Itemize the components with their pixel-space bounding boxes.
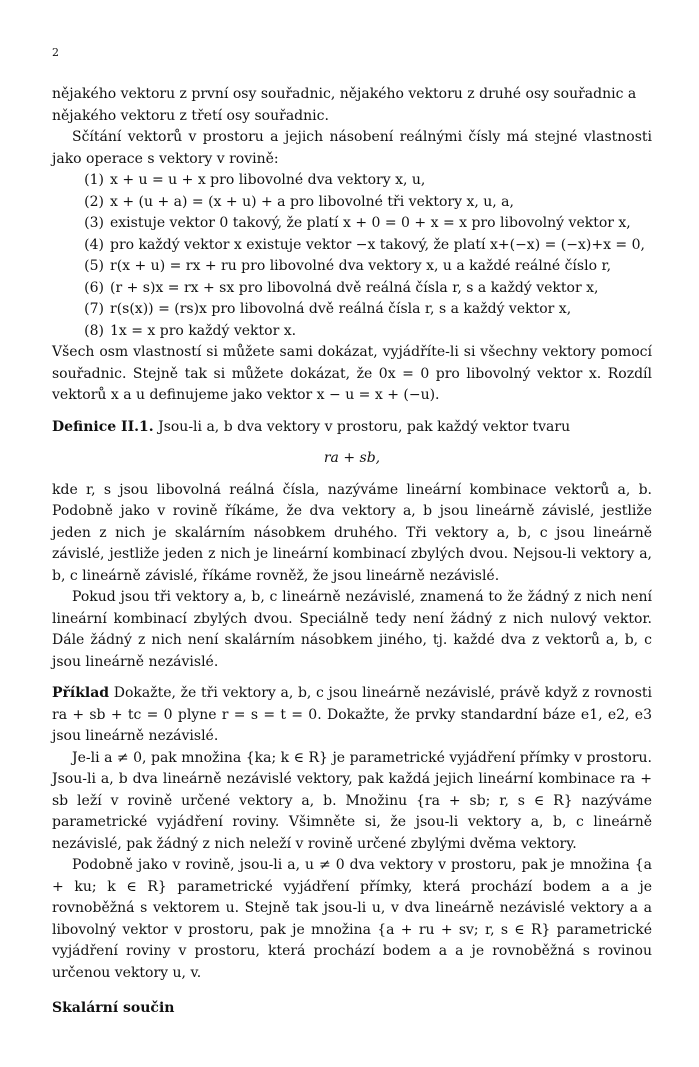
property-item: (3) existuje vektor 0 takový, že platí x + 0 = 0 + x = x pro libovolný vektor x, [84, 215, 631, 231]
example-label: Příklad [52, 685, 110, 701]
page-body [52, 84, 652, 984]
paragraph-operations: Sčítání vektorů v prostoru a jejich násobení reálnými čísly má stejné vlastnosti jako operace s vektory v rovině: [52, 129, 652, 167]
properties-list [52, 170, 652, 342]
property-item: (6) (r + s)x = rx + sx pro libovolná dvě reálná čísla r, s a každý vektor x, [84, 279, 599, 296]
paragraph-properties-proof: Všech osm vlastností si můžete sami dokázat, vyjádříte-li si všechny vektory pomocí souřadnic. Stejně tak si můžete dokázat, že 0x = 0 pro libovolný vektor x. Rozdíl vektorů x a u definujeme jako vektor x − u = x + (−u). [52, 344, 652, 403]
property-item: (4) pro každý vektor x existuje vektor −x takový, že platí x+(−x) = (−x)+x = 0, [84, 236, 645, 253]
definition-body: kde r, s jsou libovolná reálná čísla, nazýváme lineární kombinace vektorů a, b. Podobně jako v rovině říkáme, že dva vektory a, b jsou lineárně závislé, jestliže jeden z nich je skalárním násobkem druhého. Tři vektory a, b, c jsou lineárně závislé, jestliže jeden z nich je lineární kombinací zbylých dvou. Nejsou-li vektory a, b, c lineárně závislé, říkáme rovněž, že jsou lineárně nezávislé. [52, 481, 652, 584]
property-item: (5) r(x + u) = rx + ru pro libovolné dva vektory x, u a každé reálné číslo r, [84, 258, 612, 274]
definition [52, 417, 652, 439]
definition-text: Jsou-li a, b dva vektory v prostoru, pak každý vektor tvaru [158, 418, 571, 435]
property-item: (7) r(s(x)) = (rs)x pro libovolná dvě reálná čísla r, s a každý vektor x, [84, 301, 572, 317]
property-item: (2) x + (u + a) = (x + u) + a pro libovolné tři vektory x, u, a, [84, 193, 514, 210]
definition-formula: ra + sb, [323, 450, 381, 466]
paragraph-parametric: Je-li a ≠ 0, pak množina {ka; k ∈ R} je parametrické vyjádření přímky v prostoru. Jsou-li a, b dva lineárně nezávislé vektory, pak každá jejich lineární kombinace ra + sb leží v rovině určené vektory a, b. Množinu {ra + sb; r, s ∈ R} nazýváme parametrické vyjádření roviny. Všimněte si, že jsou-li vektory a, b, c lineárně nezávislé, pak žádný z nich neleží v rovině určené zbylými dvěma vektory. [52, 749, 652, 852]
paragraph-lines-planes: Podobně jako v rovině, jsou-li a, u ≠ 0 dva vektory v prostoru, pak je množina {a + ku; k ∈ R} parametrické vyjádření přímky, která prochází bodem a a je rovnoběžná s vektorem u. Stejně tak jsou-li u, v dva lineárně nezávislé vektory a a libovolný vektor v prostoru, pak je množina {a + ru + sv; r, s ∈ R} parametrické vyjádření roviny v prostoru, která prochází bodem a a je rovnoběžná s rovinou určenou vektory u, v. [52, 857, 652, 981]
property-item: (1) x + u = u + x pro libovolné dva vektory x, u, [84, 172, 426, 188]
example-text: Dokažte, že tři vektory a, b, c jsou lineárně nezávislé, právě když z rovnosti ra + sb + tc = 0 plyne r = s = t = 0. Dokažte, že prvky standardní báze e1, e2, e3 jsou lineárně nezávislé. [52, 685, 652, 744]
intro-line-1: nějakého vektoru z první osy souřadnic, nějakého vektoru z druhé osy souřadnic a [52, 86, 637, 102]
example [52, 683, 652, 748]
intro-line-2: nějakého vektoru z třetí osy souřadnic. [52, 107, 329, 124]
definition-label: Definice II.1. [52, 418, 154, 435]
paragraph-independence: Pokud jsou tři vektory a, b, c lineárně nezávislé, znamená to že žádný z nich není lineární kombinací zbylých dvou. Speciálně tedy není žádný z nich nulový vektor. Dále žádný z nich není skalárním násobkem jiného, tj. každé dva z vektorů a, b, c jsou lineárně nezávislé. [52, 589, 652, 670]
page-number: 2 [52, 46, 59, 59]
property-item: (8) 1x = x pro každý vektor x. [84, 322, 297, 339]
section-title: Skalární součin [52, 1000, 175, 1016]
